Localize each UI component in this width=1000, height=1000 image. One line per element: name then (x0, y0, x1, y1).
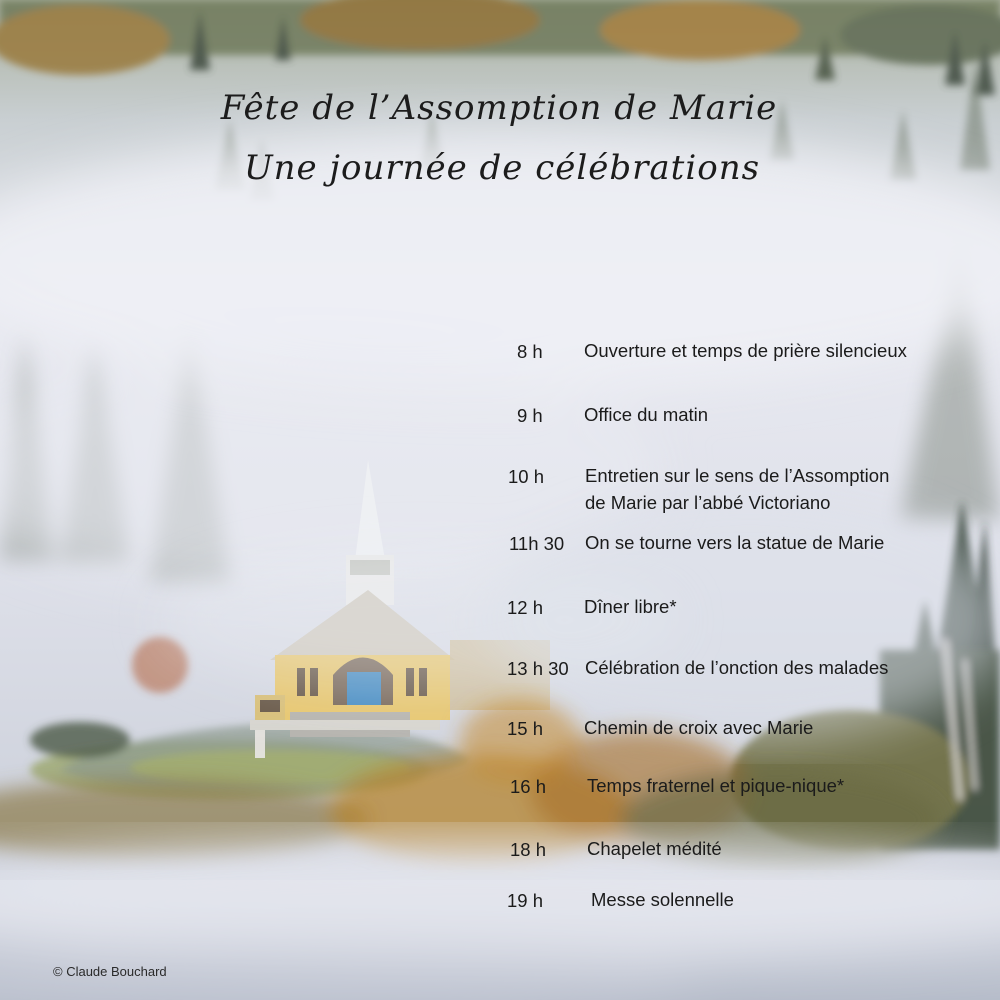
photo-credit: © Claude Bouchard (53, 964, 167, 979)
schedule-time: 13 h 30 (507, 658, 569, 679)
schedule-activity: Dîner libre* (584, 596, 677, 617)
schedule-activity-line-2: de Marie par l’abbé Victoriano (585, 492, 831, 513)
schedule-time: 11h 30 (509, 533, 565, 554)
schedule-time: 16 h (510, 776, 547, 797)
schedule-activity: Temps fraternel et pique-nique* (587, 775, 845, 796)
schedule-activity: Entretien sur le sens de l’Assomption (585, 465, 890, 486)
schedule-activity: On se tourne vers la statue de Marie (585, 532, 885, 553)
schedule-time: 8 h (517, 341, 543, 362)
schedule-time: 12 h (507, 597, 544, 618)
poster-title-line-2: Une journée de célébrations (243, 148, 761, 188)
schedule-activity: Office du matin (584, 404, 709, 425)
schedule-activity: Chemin de croix avec Marie (584, 717, 814, 738)
schedule-activity: Ouverture et temps de prière silencieux (584, 340, 907, 361)
schedule-time: 15 h (507, 718, 544, 739)
poster-title-line-1: Fête de l’Assomption de Marie (220, 88, 778, 128)
schedule-time: 10 h (508, 466, 545, 487)
schedule-time: 18 h (510, 839, 547, 860)
schedule-time: 19 h (507, 890, 544, 911)
schedule-activity: Chapelet médité (587, 838, 722, 859)
schedule-time: 9 h (517, 405, 543, 426)
schedule-activity: Messe solennelle (591, 889, 734, 910)
schedule-activity: Célébration de l’onction des malades (585, 657, 889, 678)
